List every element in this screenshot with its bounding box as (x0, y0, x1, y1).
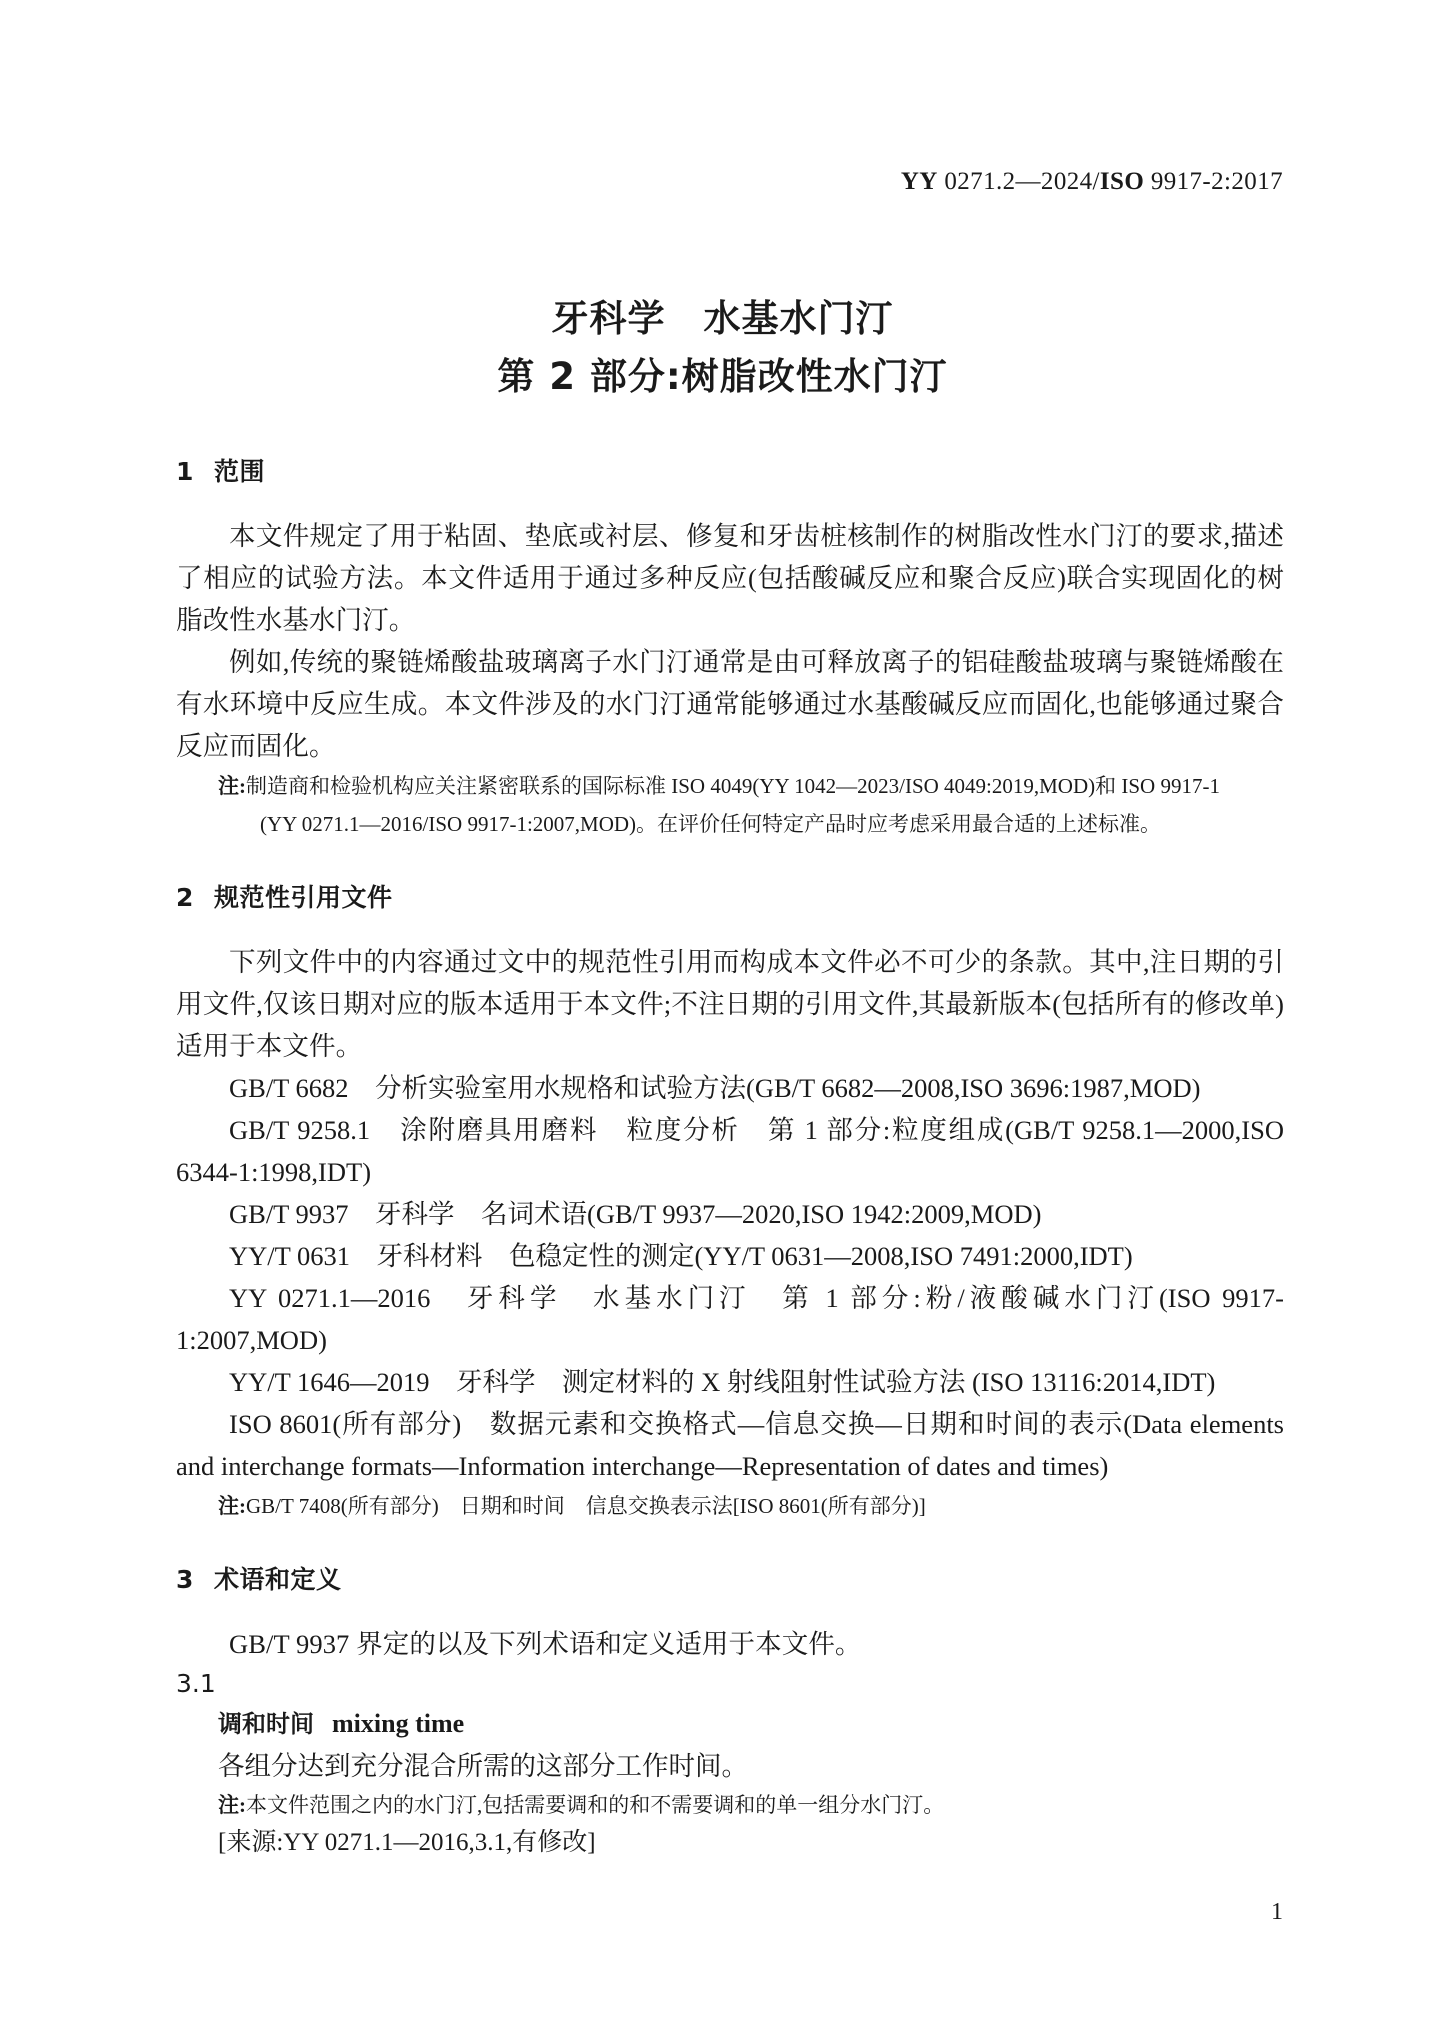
clause1-paragraph-1: 本文件规定了用于粘固、垫底或衬层、修复和牙齿桩核制作的树脂改性水门汀的要求,描述了相应的试验方法。本文件适用于通过多种反应(包括酸碱反应和聚合反应)联合实现固化的树脂改性水基水门汀。 (176, 521, 1284, 635)
reference-item: GB/T 9937 牙科学 名词术语(GB/T 9937—2020,ISO 1942:2009,MOD) (229, 1199, 1042, 1229)
clause-heading-1 (176, 455, 1284, 489)
page-number: 1 (1271, 1899, 1283, 1925)
term-name-cn: 调和时间 (218, 1710, 314, 1738)
clause2-note-label: 注: (218, 1494, 246, 1518)
term-number: 3.1 (176, 1669, 216, 1698)
term-note (176, 1787, 1284, 1823)
title-line-2: 第 2 部分:树脂改性水门汀 (497, 355, 948, 398)
reference-item: GB/T 6682 分析实验室用水规格和试验方法(GB/T 6682—2008,ISO 3696:1987,MOD) (229, 1073, 1201, 1103)
term-definition: 各组分达到充分混合所需的这部分工作时间。 (218, 1751, 748, 1781)
clause2-note (176, 1487, 1284, 1525)
reference-item: GB/T 9258.1 涂附磨具用磨料 粒度分析 第 1 部分:粒度组成(GB/T 9258.1—2000,ISO 6344-1:1998,IDT) (176, 1115, 1284, 1187)
header-iso-number: 9917-2:2017 (1144, 168, 1283, 195)
reference-item: YY/T 1646—2019 牙科学 测定材料的 X 射线阻射性试验方法 (ISO 13116:2014,IDT) (229, 1367, 1216, 1397)
clause-title-2: 规范性引用文件 (214, 883, 393, 912)
title-line-1: 牙科学 水基水门汀 (551, 297, 894, 340)
header-iso-prefix: ISO (1099, 168, 1145, 195)
clause1-paragraph-2: 例如,传统的聚链烯酸盐玻璃离子水门汀通常是由可释放离子的铝硅酸盐玻璃与聚链烯酸在有水环境中反应生成。本文件涉及的水门汀通常能够通过水基酸碱反应而固化,也能够通过聚合反应而固化。 (176, 647, 1284, 761)
document-body (176, 455, 1284, 1863)
clause-heading-3 (176, 1563, 1284, 1597)
clause-title-3: 术语和定义 (214, 1565, 342, 1594)
clause3-paragraph-1: GB/T 9937 界定的以及下列术语和定义适用于本文件。 (229, 1629, 862, 1659)
term-source: [来源:YY 0271.1—2016,3.1,有修改] (218, 1829, 596, 1856)
header-standard-number: 0271.2—2024/ (937, 168, 1100, 195)
clause-number-3: 3 (176, 1565, 194, 1594)
term-note-text: 本文件范围之内的水门汀,包括需要调和的和不需要调和的单一组分水门汀。 (246, 1793, 945, 1817)
clause-heading-2 (176, 881, 1284, 915)
header-standard-prefix: YY (900, 168, 938, 195)
clause2-note-text: GB/T 7408(所有部分) 日期和时间 信息交换表示法[ISO 8601(所有部分)] (246, 1494, 926, 1518)
page-title (0, 290, 1445, 406)
reference-item: YY 0271.1—2016 牙科学 水基水门汀 第 1 部分:粉/液酸碱水门汀(ISO 9917-1:2007,MOD) (176, 1283, 1284, 1355)
clause1-note-line-1: 制造商和检验机构应关注紧密联系的国际标准 ISO 4049(YY 1042—2023/ISO 4049:2019,MOD)和 ISO 9917-1 (246, 774, 1220, 798)
term-name (176, 1703, 1284, 1745)
clause2-paragraph-1: 下列文件中的内容通过文中的规范性引用而构成本文件必不可少的条款。其中,注日期的引用文件,仅该日期对应的版本适用于本文件;不注日期的引用文件,其最新版本(包括所有的修改单)适用于本文件。 (176, 947, 1284, 1061)
running-header (901, 168, 1283, 196)
clause-number-2: 2 (176, 883, 194, 912)
clause-number-1: 1 (176, 457, 194, 486)
term-note-label: 注: (218, 1793, 246, 1817)
clause-title-1: 范围 (214, 457, 266, 486)
clause1-note (176, 767, 1284, 843)
term-name-en: mixing time (332, 1709, 465, 1738)
clause1-note-line-2: (YY 0271.1—2016/ISO 9917-1:2007,MOD)。在评价任何特定产品时应考虑采用最合适的上述标准。 (260, 812, 1162, 836)
reference-item: ISO 8601(所有部分) 数据元素和交换格式—信息交换—日期和时间的表示(Data elements and interchange formats—Information interchange—Representation of dates and times) (176, 1409, 1284, 1481)
clause1-note-label: 注: (218, 774, 246, 798)
reference-item: YY/T 0631 牙科材料 色稳定性的测定(YY/T 0631—2008,ISO 7491:2000,IDT) (229, 1241, 1133, 1271)
